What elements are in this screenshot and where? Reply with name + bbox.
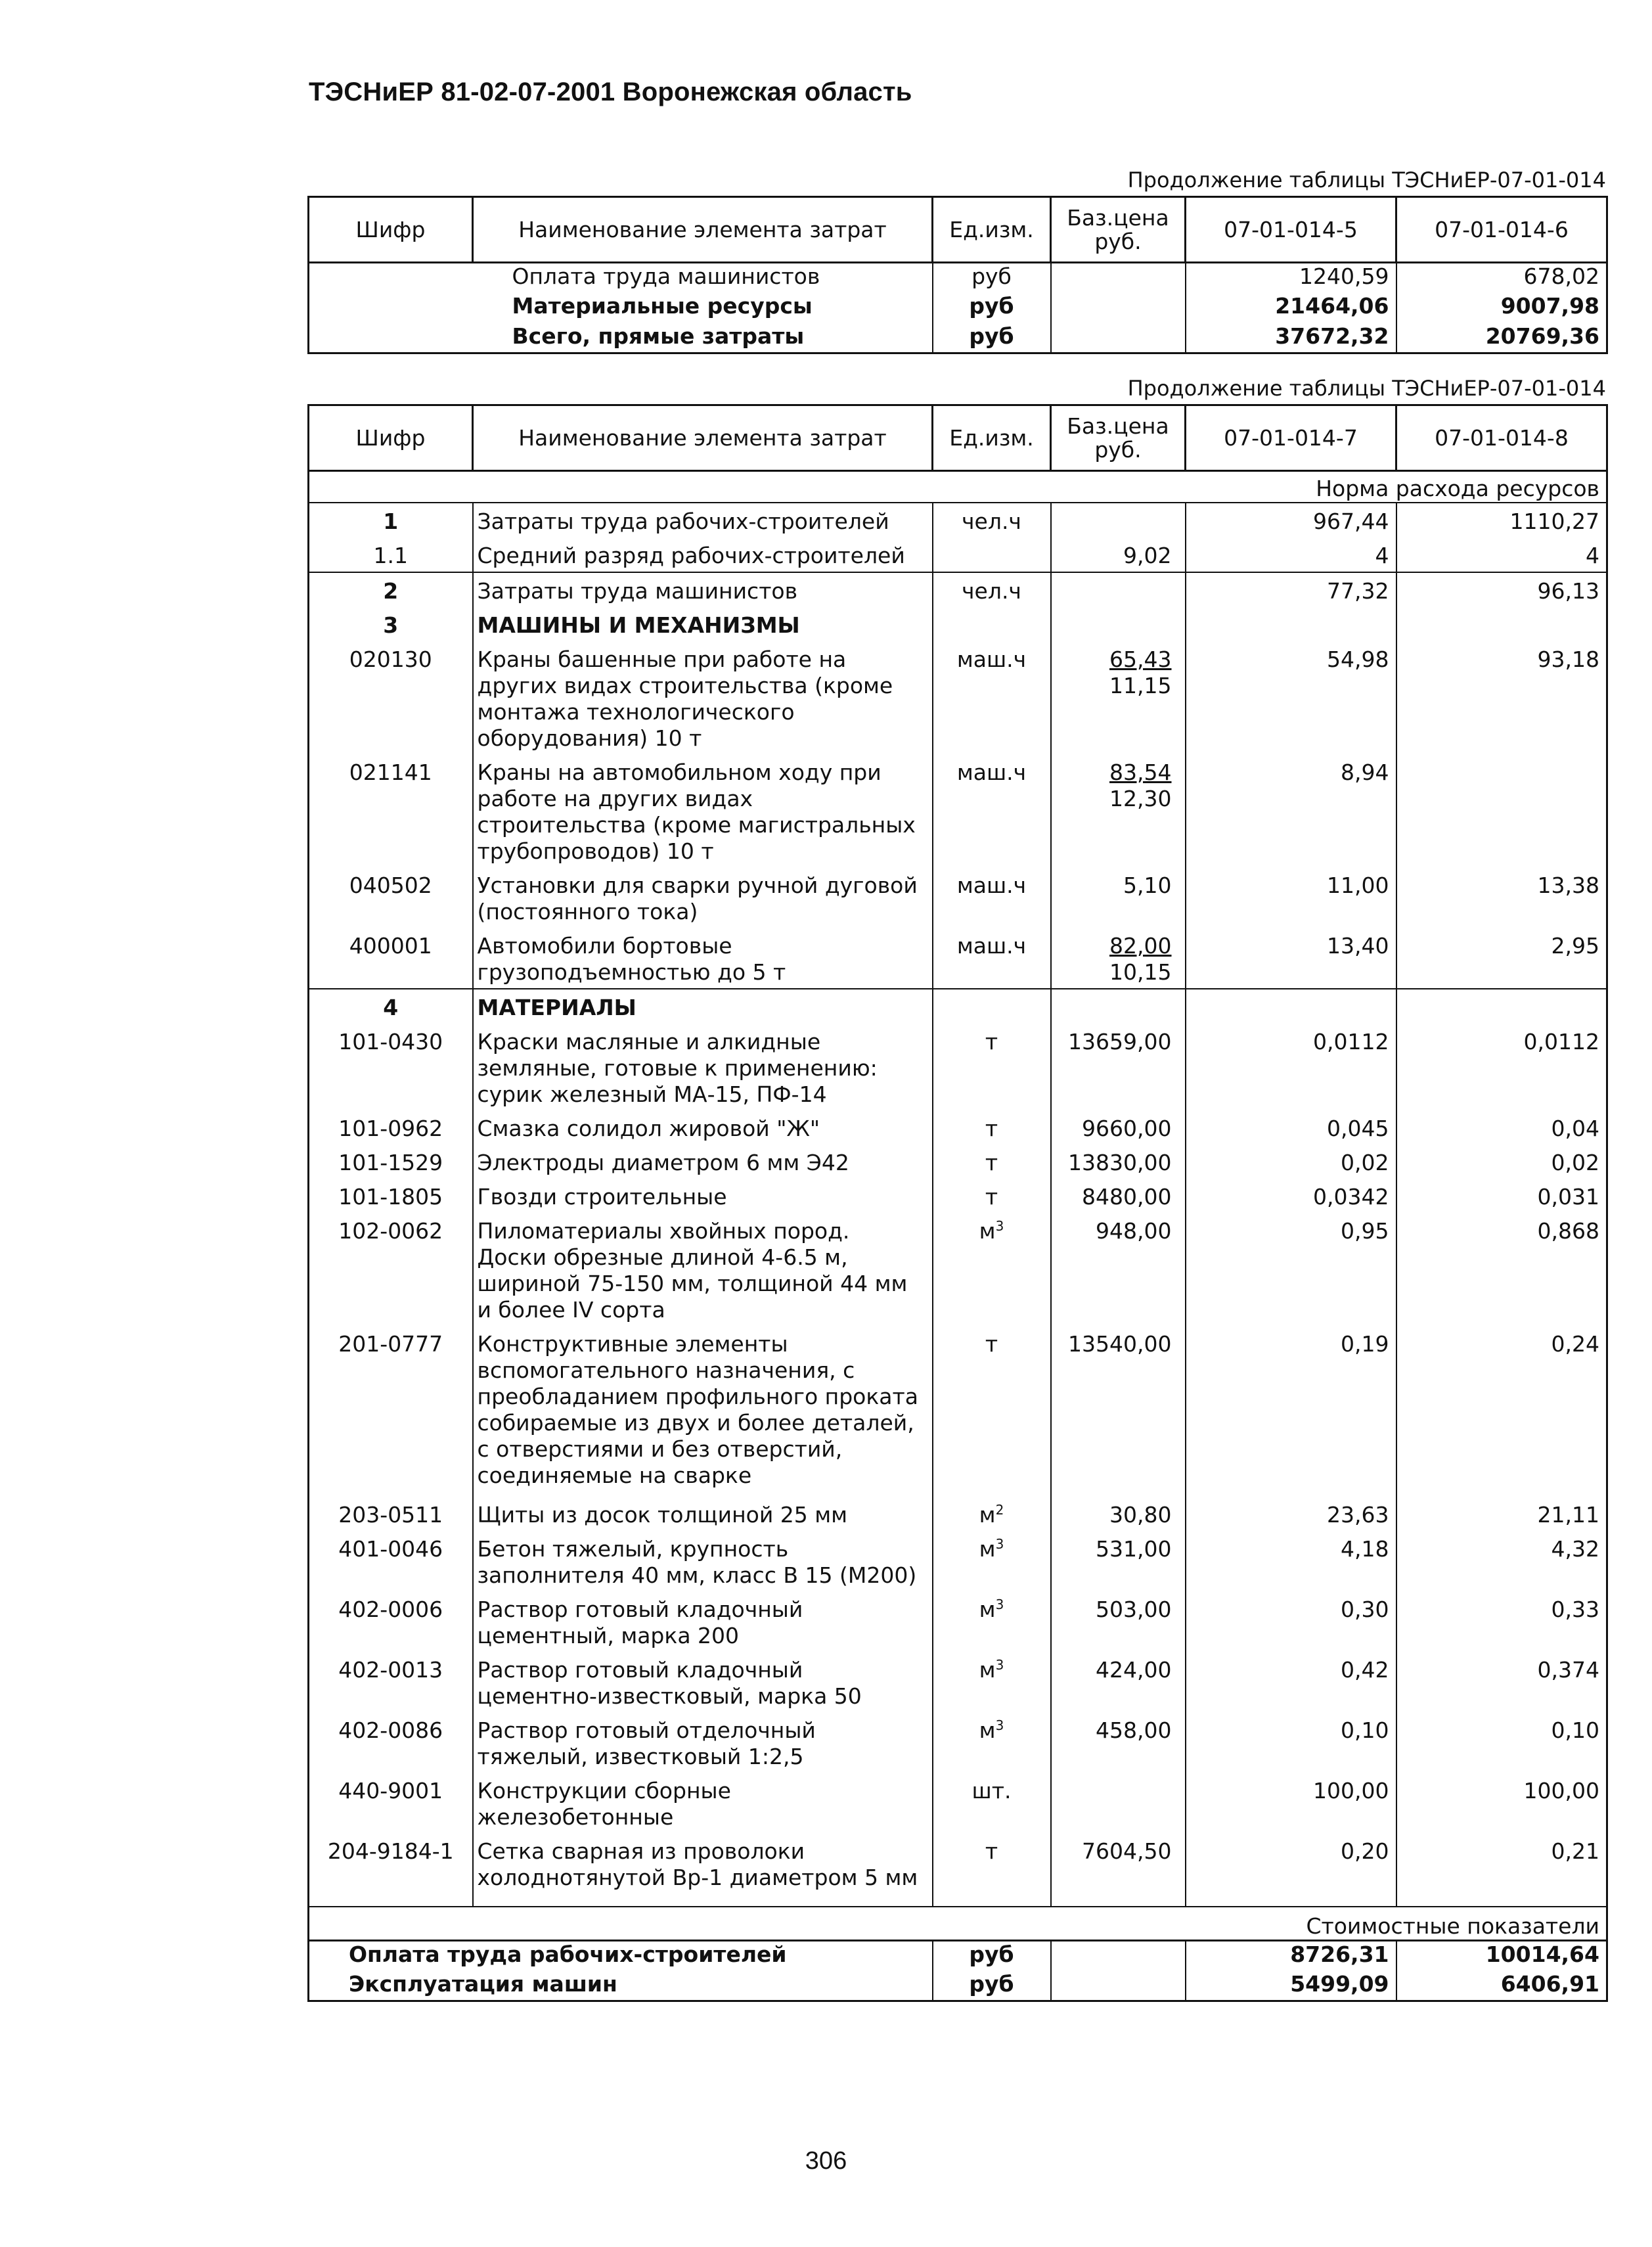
spacer-cell — [1186, 1894, 1396, 1907]
total-unit: руб — [933, 1971, 1051, 2001]
row-price — [1051, 1179, 1186, 1213]
row-code: 102-0062 — [309, 1213, 473, 1326]
row-price — [1051, 1213, 1186, 1326]
row-price — [1051, 572, 1186, 607]
col-header-variant-5: 07-01-014-5 — [1186, 197, 1396, 263]
row-price — [1051, 1591, 1186, 1652]
row-unit — [933, 1712, 1051, 1773]
norm-label-row — [309, 471, 1607, 503]
row-price — [1051, 1024, 1186, 1110]
row-value-7: 54,98 — [1186, 641, 1396, 754]
cost-label-row — [309, 1907, 1607, 1941]
col-header-price: Баз.цена руб. — [1051, 197, 1186, 263]
unit-text: м — [979, 1596, 996, 1622]
row-code: 440-9001 — [309, 1773, 473, 1833]
row-value-8: 1110,27 — [1396, 503, 1607, 537]
row-value-8: 0,10 — [1396, 1712, 1607, 1773]
row-name: Краски масляные и алкидные земляные, готовые к применению: сурик железный МА-15, ПФ-14 — [473, 1024, 933, 1110]
spacer-cell — [473, 1894, 933, 1907]
price-value: 83,54 — [1109, 759, 1172, 785]
row-code: 401-0046 — [309, 1531, 473, 1591]
row-code: 2 — [309, 572, 473, 607]
unit-text: м — [979, 1217, 996, 1244]
row-price — [1051, 867, 1186, 928]
row-unit: маш.ч — [933, 867, 1051, 928]
col-header-code: Шифр — [309, 197, 473, 263]
row-code: 402-0013 — [309, 1652, 473, 1712]
row-name: Раствор готовый отделочный тяжелый, известковый 1:2,5 — [473, 1712, 933, 1773]
row-name: МАШИНЫ И МЕХАНИЗМЫ — [473, 607, 933, 641]
row-value-8: 0,868 — [1396, 1213, 1607, 1326]
row-name: Установки для сварки ручной дуговой (постоянного тока) — [473, 867, 933, 928]
table-caption: Продолжение таблицы ТЭСНиЕР-07-01-014 — [1127, 376, 1606, 401]
row-price — [1051, 1110, 1186, 1145]
row-name: Всего, прямые затраты — [512, 323, 805, 349]
row-name: Смазка солидол жировой "Ж" — [473, 1110, 933, 1145]
resource-table — [307, 404, 1608, 2002]
row-price — [1051, 1497, 1186, 1531]
row-value-8: 93,18 — [1396, 641, 1607, 754]
row-value-7: 8,94 — [1186, 754, 1396, 867]
table-row — [309, 1110, 1607, 1145]
table-row — [309, 754, 1607, 867]
section-row — [309, 989, 1607, 1024]
row-name: Сетка сварная из проволоки холоднотянутой Вр-1 диаметром 5 мм — [473, 1833, 933, 1894]
row-unit: маш.ч — [933, 754, 1051, 867]
row-code: 201-0777 — [309, 1326, 473, 1497]
row-value-8: 0,21 — [1396, 1833, 1607, 1894]
row-unit: т — [933, 1179, 1051, 1213]
row-name: Краны башенные при работе на других видах строительства (кроме монтажа технологического оборудования) 10 т — [473, 641, 933, 754]
row-value-7 — [1186, 607, 1396, 641]
row-code — [309, 263, 473, 293]
row-name: Материальные ресурсы — [512, 292, 813, 319]
row-price — [1051, 263, 1186, 293]
row-value-7: 4,18 — [1186, 1531, 1396, 1591]
price-value: 13659,00 — [1068, 1028, 1172, 1055]
row-unit: т — [933, 1110, 1051, 1145]
unit-text: м — [979, 1501, 996, 1528]
row-unit: т — [933, 1326, 1051, 1497]
row-name: Оплата труда машинистов — [512, 263, 820, 289]
row-code: 101-0430 — [309, 1024, 473, 1110]
row-code: 203-0511 — [309, 1497, 473, 1531]
table-row — [309, 1833, 1607, 1894]
row-name: Раствор готовый кладочный цементно-известковый, марка 50 — [473, 1652, 933, 1712]
row-value-7: 967,44 — [1186, 503, 1396, 537]
table-row — [309, 263, 1607, 293]
row-name: МАТЕРИАЛЫ — [473, 989, 933, 1024]
row-unit: шт. — [933, 1773, 1051, 1833]
price-value: 531,00 — [1096, 1535, 1172, 1562]
total-value-8: 10014,64 — [1396, 1941, 1607, 1971]
row-name: Конструкции сборные железобетонные — [473, 1773, 933, 1833]
spacer-cell — [1051, 1894, 1186, 1907]
total-name: Эксплуатация машин — [309, 1971, 933, 2001]
row-code: 1 — [309, 503, 473, 537]
table-row — [309, 537, 1607, 572]
table-row — [309, 1179, 1607, 1213]
table-row — [309, 1652, 1607, 1712]
row-value-8: 100,00 — [1396, 1773, 1607, 1833]
row-code: 101-0962 — [309, 1110, 473, 1145]
row-price — [1051, 607, 1186, 641]
table-row — [309, 1712, 1607, 1773]
total-unit: руб — [933, 1941, 1051, 1971]
table-row — [309, 1213, 1607, 1326]
row-price — [1051, 754, 1186, 867]
table-row — [309, 1773, 1607, 1833]
table-row — [309, 572, 1607, 607]
table-row — [309, 293, 1607, 323]
row-price — [1051, 537, 1186, 572]
row-unit — [933, 1213, 1051, 1326]
table-row — [309, 1326, 1607, 1497]
row-code: 040502 — [309, 867, 473, 928]
row-code: 020130 — [309, 641, 473, 754]
row-price — [1051, 1773, 1186, 1833]
row-price — [1051, 989, 1186, 1024]
price-secondary-value: 11,15 — [1109, 672, 1172, 698]
row-code: 021141 — [309, 754, 473, 867]
price-value: 5,10 — [1123, 872, 1172, 898]
row-unit — [933, 989, 1051, 1024]
unit-superscript: 3 — [995, 1596, 1004, 1612]
row-value-6: 9007,98 — [1396, 293, 1607, 323]
row-code: 204-9184-1 — [309, 1833, 473, 1894]
spacer-cell — [309, 1894, 473, 1907]
row-value-8: 13,38 — [1396, 867, 1607, 928]
price-secondary-value: 12,30 — [1109, 785, 1172, 811]
row-code — [309, 293, 473, 323]
row-name: Конструктивные элементы вспомогательного назначения, с преобладанием профильного проката собираемые из двух и более деталей, с отверстиями и без отверстий, соединяемые на сварке — [473, 1326, 933, 1497]
price-value: 82,00 — [1109, 932, 1172, 959]
row-unit: т — [933, 1833, 1051, 1894]
row-name: Затраты труда машинистов — [473, 572, 933, 607]
table-caption: Продолжение таблицы ТЭСНиЕР-07-01-014 — [1127, 168, 1606, 193]
total-price — [1051, 1941, 1186, 1971]
spacer-cell — [933, 1894, 1051, 1907]
row-value-8: 0,04 — [1396, 1110, 1607, 1145]
table-row — [309, 1145, 1607, 1179]
row-unit — [933, 1652, 1051, 1712]
row-value-8 — [1396, 989, 1607, 1024]
row-price — [1051, 323, 1186, 353]
row-value-6: 20769,36 — [1396, 323, 1607, 353]
total-value-7: 8726,31 — [1186, 1941, 1396, 1971]
table-row — [309, 323, 1607, 353]
price-value: 9660,00 — [1082, 1115, 1172, 1141]
row-value-7: 4 — [1186, 537, 1396, 572]
price-value: 13540,00 — [1068, 1330, 1172, 1357]
unit-superscript: 2 — [995, 1501, 1004, 1518]
row-code: 402-0006 — [309, 1591, 473, 1652]
row-price — [1051, 1145, 1186, 1179]
row-value-7: 0,42 — [1186, 1652, 1396, 1712]
row-code: 101-1529 — [309, 1145, 473, 1179]
document-title: ТЭСНиЕР 81-02-07-2001 Воронежская область — [309, 78, 912, 106]
row-code: 3 — [309, 607, 473, 641]
row-value-7: 0,045 — [1186, 1110, 1396, 1145]
spacer-cell — [1396, 1894, 1607, 1907]
price-value: 8480,00 — [1082, 1183, 1172, 1210]
row-value-7: 100,00 — [1186, 1773, 1396, 1833]
row-name: Щиты из досок толщиной 25 мм — [473, 1497, 933, 1531]
unit-superscript: 3 — [995, 1717, 1004, 1733]
row-price — [1051, 1652, 1186, 1712]
row-value-7: 23,63 — [1186, 1497, 1396, 1531]
row-unit — [933, 1531, 1051, 1591]
row-unit: т — [933, 1024, 1051, 1110]
row-value-5: 1240,59 — [1186, 263, 1396, 293]
total-row — [309, 1971, 1607, 2001]
row-code: 101-1805 — [309, 1179, 473, 1213]
row-unit: руб — [933, 293, 1051, 323]
table-row — [309, 1497, 1607, 1531]
row-value-7: 13,40 — [1186, 928, 1396, 989]
row-value-7: 0,02 — [1186, 1145, 1396, 1179]
page-number: 306 — [805, 2147, 847, 2175]
row-price — [1051, 293, 1186, 323]
row-value-8: 0,031 — [1396, 1179, 1607, 1213]
row-price — [1051, 1326, 1186, 1497]
row-price — [1051, 1712, 1186, 1773]
price-value: 424,00 — [1096, 1656, 1172, 1683]
row-name: Электроды диаметром 6 мм Э42 — [473, 1145, 933, 1179]
row-unit: маш.ч — [933, 928, 1051, 989]
row-value-7 — [1186, 989, 1396, 1024]
total-value-8: 6406,91 — [1396, 1971, 1607, 2001]
total-name: Оплата труда рабочих-строителей — [309, 1941, 933, 1971]
row-value-7: 0,19 — [1186, 1326, 1396, 1497]
row-value-7: 0,30 — [1186, 1591, 1396, 1652]
row-unit: руб — [933, 263, 1051, 293]
price-value: 458,00 — [1096, 1717, 1172, 1743]
row-price — [1051, 1531, 1186, 1591]
row-value-8: 0,24 — [1396, 1326, 1607, 1497]
row-value-8: 4,32 — [1396, 1531, 1607, 1591]
row-code: 400001 — [309, 928, 473, 989]
row-code: 402-0086 — [309, 1712, 473, 1773]
row-name: Бетон тяжелый, крупность заполнителя 40 мм, класс В 15 (М200) — [473, 1531, 933, 1591]
price-value: 30,80 — [1109, 1501, 1172, 1528]
row-value-6: 678,02 — [1396, 263, 1607, 293]
row-code — [309, 323, 473, 353]
col-header-code: Шифр — [309, 405, 473, 471]
row-value-7: 77,32 — [1186, 572, 1396, 607]
row-value-8 — [1396, 607, 1607, 641]
row-unit — [933, 537, 1051, 572]
row-code: 1.1 — [309, 537, 473, 572]
price-value: 13830,00 — [1068, 1149, 1172, 1175]
row-price — [1051, 503, 1186, 537]
total-value-7: 5499,09 — [1186, 1971, 1396, 2001]
price-value: 9,02 — [1123, 542, 1172, 568]
row-value-7: 0,95 — [1186, 1213, 1396, 1326]
table-row — [309, 503, 1607, 537]
row-price — [1051, 641, 1186, 754]
row-name: Средний разряд рабочих-строителей — [473, 537, 933, 572]
table-row — [309, 1531, 1607, 1591]
row-unit: чел.ч — [933, 503, 1051, 537]
price-secondary-value: 10,15 — [1109, 959, 1172, 985]
row-value-8: 0,33 — [1396, 1591, 1607, 1652]
col-header-unit: Ед.изм. — [933, 405, 1051, 471]
row-name: Гвозди строительные — [473, 1179, 933, 1213]
row-value-8: 21,11 — [1396, 1497, 1607, 1531]
total-price — [1051, 1971, 1186, 2001]
unit-superscript: 3 — [995, 1535, 1004, 1552]
row-name: Пиломатериалы хвойных пород. Доски обрезные длиной 4-6.5 м, шириной 75-150 мм, толщиной 44 мм и более IV сорта — [473, 1213, 933, 1326]
row-value-8: 4 — [1396, 537, 1607, 572]
table-row — [309, 1024, 1607, 1110]
price-value: 948,00 — [1096, 1217, 1172, 1244]
row-value-7: 0,20 — [1186, 1833, 1396, 1894]
row-value-8: 0,0112 — [1396, 1024, 1607, 1110]
unit-text: м — [979, 1656, 996, 1683]
row-unit: руб — [933, 323, 1051, 353]
total-row — [309, 1941, 1607, 1971]
price-value: 503,00 — [1096, 1596, 1172, 1622]
row-value-8: 96,13 — [1396, 572, 1607, 607]
row-name: Автомобили бортовые грузоподъемностью до 5 т — [473, 928, 933, 989]
col-header-name: Наименование элемента затрат — [473, 197, 933, 263]
col-header-name: Наименование элемента затрат — [473, 405, 933, 471]
price-value: 7604,50 — [1082, 1838, 1172, 1864]
unit-text: м — [979, 1717, 996, 1743]
row-price — [1051, 1833, 1186, 1894]
row-unit — [933, 607, 1051, 641]
summary-table — [307, 196, 1608, 354]
col-header-variant-6: 07-01-014-6 — [1396, 197, 1607, 263]
norm-label: Норма расхода ресурсов — [309, 471, 1607, 503]
row-value-5: 37672,32 — [1186, 323, 1396, 353]
row-value-8: 2,95 — [1396, 928, 1607, 989]
row-price — [1051, 928, 1186, 989]
unit-superscript: 3 — [995, 1217, 1004, 1234]
row-value-7: 0,10 — [1186, 1712, 1396, 1773]
row-unit — [933, 1497, 1051, 1531]
col-header-unit: Ед.изм. — [933, 197, 1051, 263]
row-unit: чел.ч — [933, 572, 1051, 607]
price-value: 65,43 — [1109, 646, 1172, 672]
col-header-variant-8: 07-01-014-8 — [1396, 405, 1607, 471]
row-value-8: 0,02 — [1396, 1145, 1607, 1179]
col-header-price: Баз.цена руб. — [1051, 405, 1186, 471]
row-value-8 — [1396, 754, 1607, 867]
row-value-7: 0,0112 — [1186, 1024, 1396, 1110]
row-name: Раствор готовый кладочный цементный, марка 200 — [473, 1591, 933, 1652]
cost-label: Стоимостные показатели — [309, 1907, 1607, 1941]
table-row — [309, 928, 1607, 989]
table-row — [309, 1591, 1607, 1652]
row-value-8: 0,374 — [1396, 1652, 1607, 1712]
row-unit — [933, 1591, 1051, 1652]
row-unit: т — [933, 1145, 1051, 1179]
table-row-spacer — [309, 1894, 1607, 1907]
row-value-7: 0,0342 — [1186, 1179, 1396, 1213]
unit-superscript: 3 — [995, 1656, 1004, 1673]
row-code: 4 — [309, 989, 473, 1024]
unit-text: м — [979, 1535, 996, 1562]
col-header-variant-7: 07-01-014-7 — [1186, 405, 1396, 471]
table-row — [309, 867, 1607, 928]
row-name: Краны на автомобильном ходу при работе на других видах строительства (кроме магистральных трубопроводов) 10 т — [473, 754, 933, 867]
row-value-5: 21464,06 — [1186, 293, 1396, 323]
row-name: Затраты труда рабочих-строителей — [473, 503, 933, 537]
row-unit: маш.ч — [933, 641, 1051, 754]
section-row — [309, 607, 1607, 641]
table-row — [309, 641, 1607, 754]
row-value-7: 11,00 — [1186, 867, 1396, 928]
